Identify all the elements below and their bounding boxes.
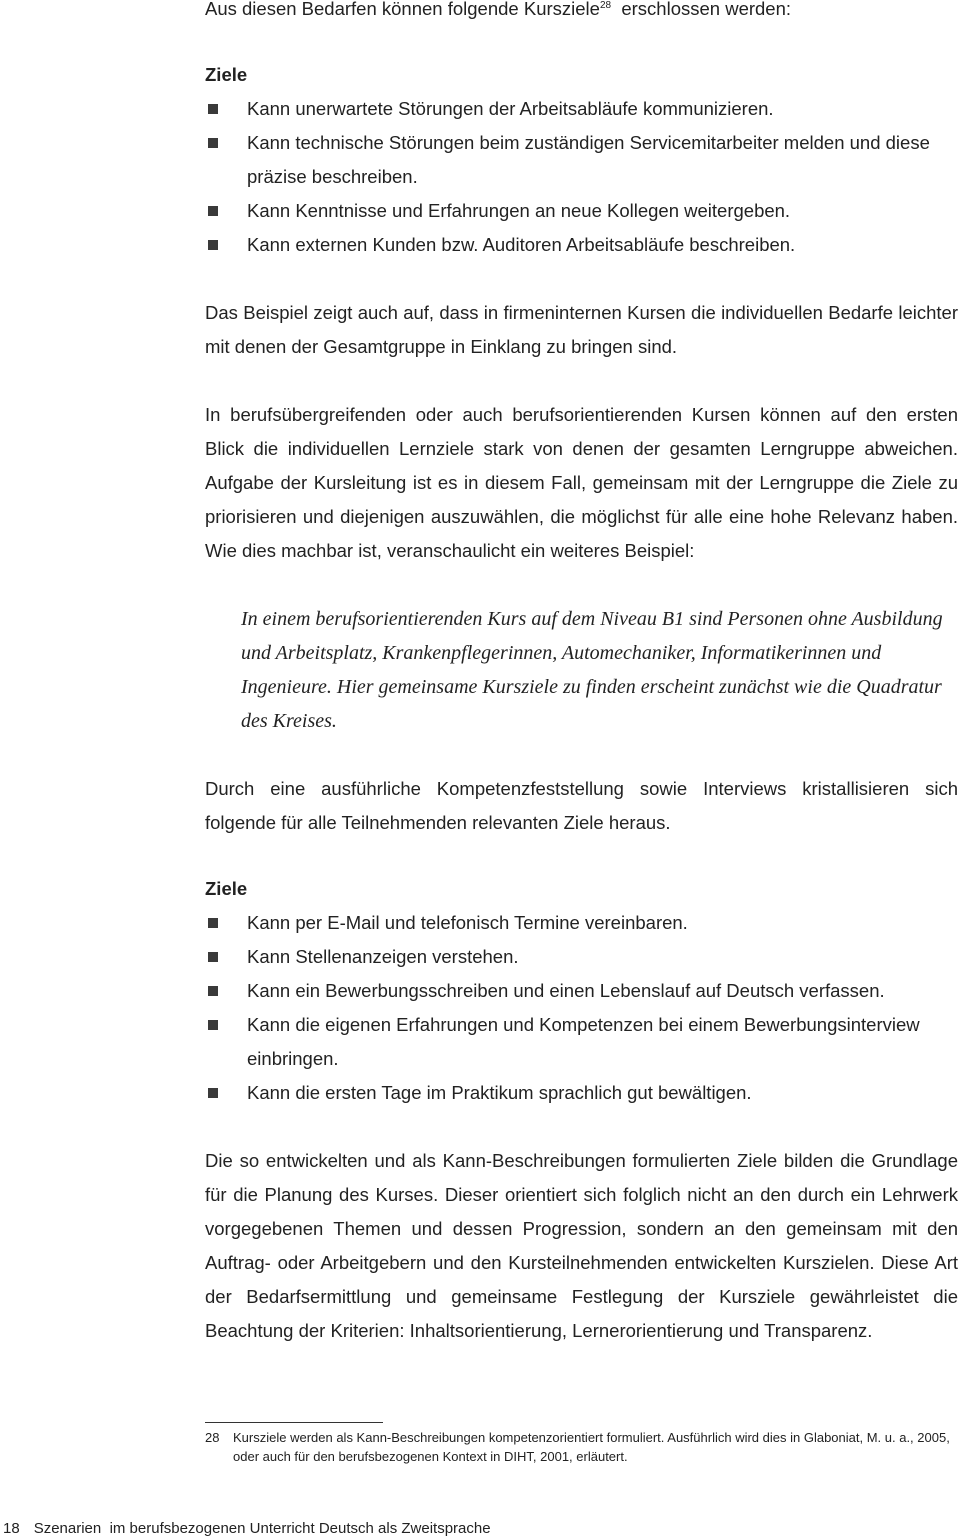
- square-bullet-icon: [208, 986, 218, 996]
- page-content: [205, 0, 958, 1348]
- footnote-number: 28: [205, 1430, 220, 1445]
- list-item-text: Kann die eigenen Erfahrungen und Kompetenzen bei einem Bewerbungsinterview einbringen.: [247, 1014, 920, 1069]
- footnote-reference[interactable]: 28: [599, 0, 612, 11]
- intro-line: [205, 0, 958, 26]
- paragraph-example: Das Beispiel zeigt auch auf, dass in firmeninternen Kursen die individuellen Bedarfe leichter mit denen der Gesamtgruppe in Einklang zu bringen sind.: [205, 302, 958, 357]
- goals-list-1: [205, 92, 958, 262]
- square-bullet-icon: [208, 952, 218, 962]
- list-item-text: Kann unerwartete Störungen der Arbeitsabläufe kommunizieren.: [247, 98, 774, 119]
- list-item-text: Kann externen Kunden bzw. Auditoren Arbeitsabläufe beschreiben.: [247, 234, 796, 255]
- list-item: [205, 92, 958, 126]
- list-item-text: Kann Kenntnisse und Erfahrungen an neue Kollegen weitergeben.: [247, 200, 791, 221]
- list-item: [205, 1076, 958, 1110]
- square-bullet-icon: [208, 206, 218, 216]
- paragraph-conclusion: Die so entwickelten und als Kann-Beschreibungen formulierten Ziele bilden die Grundlage für die Planung des Kurses. Dieser orientiert sich folglich nicht an den durch ein Lehrwerk vorgegebenen Themen und dessen Progression, sondern an den gemeinsam mit den Auftrag- oder Arbeitgebern und den Kursteilnehmenden entwickelten Kurszielen. Diese Art der Bedarfsermittlung und gemeinsame Festlegung der Kursziele gewährleistet die Beachtung der Kriterien: Inhaltsorientierung, Lernerorientierung und Transparenz.: [205, 1150, 958, 1341]
- goals-heading-2: Ziele: [205, 878, 248, 899]
- list-item-text: Kann technische Störungen beim zuständigen Servicemitarbeiter melden und diese präzise beschreiben.: [247, 132, 930, 187]
- intro-suffix: erschlossen werden:: [611, 0, 792, 19]
- paragraph-assessment: Durch eine ausführliche Kompetenzfeststellung sowie Interviews kristallisieren sich folgende für alle Teilnehmenden relevanten Ziele heraus.: [205, 778, 958, 833]
- footnote: [205, 1428, 955, 1466]
- list-item-text: Kann per E-Mail und telefonisch Termine vereinbaren.: [247, 912, 688, 933]
- square-bullet-icon: [208, 1088, 218, 1098]
- list-item-text: Kann ein Bewerbungsschreiben und einen Lebenslauf auf Deutsch verfassen.: [247, 980, 885, 1001]
- square-bullet-icon: [208, 104, 218, 114]
- square-bullet-icon: [208, 1020, 218, 1030]
- paragraph-cross-vocational: In berufsübergreifenden oder auch berufsorientierenden Kursen können auf den ersten Blick die individuellen Lernziele stark von denen der gesamten Lerngruppe abweichen. Aufgabe der Kursleitung ist es in diesem Fall, gemeinsam mit der Lerngruppe die Ziele zu priorisieren und diejenigen auszuwählen, die möglichst für alle eine hohe Relevanz haben. Wie dies machbar ist, veranschaulicht ein weiteres Beispiel:: [205, 404, 958, 561]
- square-bullet-icon: [208, 918, 218, 928]
- list-item: [205, 974, 958, 1008]
- list-item: [205, 940, 958, 974]
- example-quote: In einem berufsorientierenden Kurs auf dem Niveau B1 sind Personen ohne Ausbildung und Arbeitsplatz, Krankenpflegerinnen, Automechaniker, Informatikerinnen und Ingenieure. Hier gemeinsame Kursziele zu finden erscheint zunächst wie die Quadratur des Kreises.: [241, 608, 943, 732]
- page-number: 18: [3, 1520, 20, 1537]
- footer-title: Szenarien im berufsbezogenen Unterricht Deutsch als Zweitsprache: [33, 1520, 491, 1537]
- list-item: [205, 228, 958, 262]
- goals-list-2: [205, 906, 958, 1110]
- list-item-text: Kann Stellenanzeigen verstehen.: [247, 946, 519, 967]
- square-bullet-icon: [208, 138, 218, 148]
- list-item: [205, 1008, 958, 1076]
- footnote-text: Kursziele werden als Kann-Beschreibungen kompetenzorientiert formuliert. Ausführlich wird dies in Glaboniat, M. u. a., 2005, oder auch für den berufsbezogenen Kontext in DIHT, 2001, erläutert.: [233, 1430, 950, 1464]
- square-bullet-icon: [208, 240, 218, 250]
- list-item: [205, 906, 958, 940]
- page-footer: [3, 1518, 491, 1540]
- list-item: [205, 194, 958, 228]
- footnote-divider: [205, 1422, 383, 1423]
- list-item-text: Kann die ersten Tage im Praktikum sprachlich gut bewältigen.: [247, 1082, 752, 1103]
- intro-text: Aus diesen Bedarfen können folgende Kursziele: [205, 0, 600, 19]
- goals-heading-1: Ziele: [205, 64, 248, 85]
- list-item: [205, 126, 958, 194]
